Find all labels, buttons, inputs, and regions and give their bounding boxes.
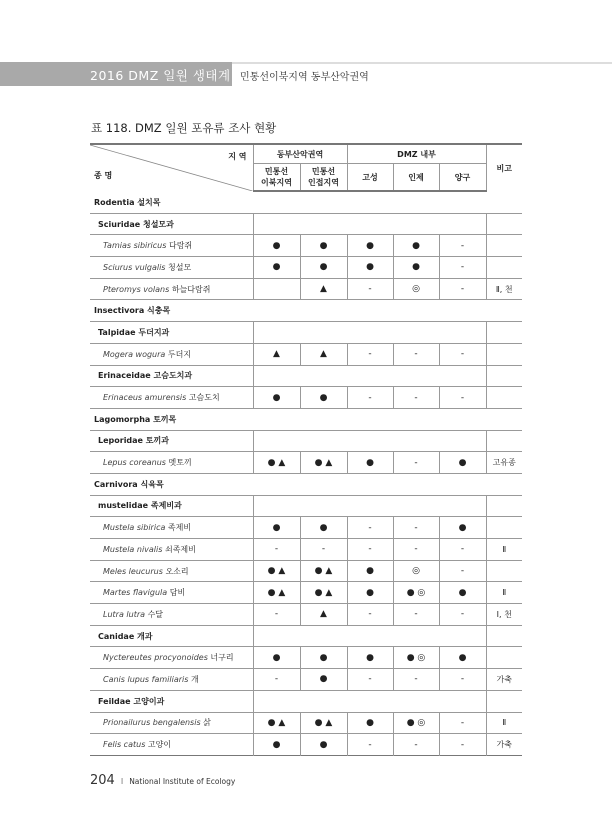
species-name (90, 647, 253, 669)
occurrence-cell: - (393, 734, 439, 756)
species-name (90, 669, 253, 691)
species-name (90, 734, 253, 756)
korean-name: 쇠족제비 (164, 544, 196, 554)
occurrence-cell: - (347, 517, 393, 539)
occurrence-cell: - (393, 669, 439, 691)
occurrence-cell: - (253, 604, 300, 626)
occurrence-cell: ● (393, 257, 439, 279)
species-row (90, 647, 522, 669)
species-row (90, 343, 522, 365)
group-header-dmz-inner: DMZ 내부 (347, 144, 486, 164)
occurrence-cell: ▲ (253, 343, 300, 365)
occurrence-cell: - (439, 604, 486, 626)
occurrence-cell: ● (253, 517, 300, 539)
scientific-name: Prionailurus bengalensis (103, 718, 201, 728)
occurrence-cell: ● (439, 452, 486, 474)
species-row (90, 604, 522, 626)
species-name (90, 582, 253, 604)
scientific-name: Mogera wogura (103, 349, 166, 359)
species-row (90, 278, 522, 300)
occurrence-cell: ● (253, 387, 300, 409)
note-cell (486, 343, 522, 365)
order-row (90, 300, 522, 322)
occurrence-cell: ▲ (300, 278, 347, 300)
empty-cell (486, 430, 522, 452)
report-title: 2016 DMZ 일원 생태계 조사 (90, 68, 261, 83)
page-number: 204 (90, 773, 115, 788)
occurrence-cell: ● ▲ (253, 712, 300, 734)
occurrence-cell: - (393, 387, 439, 409)
species-name (90, 539, 253, 561)
occurrence-cell: - (347, 669, 393, 691)
order-name: Lagomorpha 토끼목 (94, 414, 177, 424)
species-row (90, 235, 522, 257)
scientific-name: Felis catus (103, 740, 146, 750)
occurrence-cell: - (300, 539, 347, 561)
scientific-name: Lutra lutra (103, 609, 146, 619)
occurrence-cell: ● (393, 235, 439, 257)
order-row (90, 473, 522, 495)
occurrence-cell: ● ▲ (300, 712, 347, 734)
occurrence-cell: ◎ (393, 278, 439, 300)
occurrence-cell: ● (300, 235, 347, 257)
scientific-name: Tamias sibiricus (103, 241, 167, 251)
note-cell (486, 560, 522, 582)
occurrence-cell: - (439, 712, 486, 734)
occurrence-cell: ● ▲ (253, 452, 300, 474)
korean-name: 고양이 (147, 740, 172, 750)
occurrence-cell: - (439, 669, 486, 691)
species-name (90, 517, 253, 539)
occurrence-cell: - (393, 539, 439, 561)
note-cell: Ⅰ, 천 (486, 604, 522, 626)
column-header: 양구 (439, 164, 486, 192)
column-header: 민통선 이북지역 (253, 164, 300, 192)
section-title: 민통선이북지역 동부산악권역 (240, 72, 369, 83)
occurrence-cell: - (439, 734, 486, 756)
occurrence-cell: - (393, 452, 439, 474)
page-footer (90, 773, 235, 788)
korean-name: 너구리 (210, 653, 234, 663)
species-name (90, 712, 253, 734)
occurrence-cell (253, 278, 300, 300)
occurrence-cell: ● (300, 734, 347, 756)
species-row (90, 387, 522, 409)
empty-cell (486, 322, 522, 344)
occurrence-cell: ● (439, 582, 486, 604)
species-name (90, 452, 253, 474)
species-label: 종 명 (94, 171, 113, 180)
occurrence-cell: ● ▲ (300, 452, 347, 474)
occurrence-cell: ● (300, 647, 347, 669)
footer-separator: I (120, 777, 124, 786)
occurrence-cell: - (439, 235, 486, 257)
occurrence-cell: - (347, 387, 393, 409)
note-cell: 가축 (486, 669, 522, 691)
scientific-name: Erinaceus amurensis (103, 393, 187, 403)
column-header: 고성 (347, 164, 393, 192)
korean-name: 두더지 (167, 349, 192, 359)
note-cell: Ⅱ (486, 539, 522, 561)
occurrence-cell: - (347, 604, 393, 626)
occurrence-cell: ● (300, 669, 347, 691)
occurrence-cell: ● (347, 647, 393, 669)
species-row (90, 582, 522, 604)
occurrence-cell: - (393, 604, 439, 626)
occurrence-cell: ● (347, 452, 393, 474)
region-label: 지 역 (228, 152, 247, 161)
header-rule (232, 62, 612, 64)
occurrence-cell: - (393, 517, 439, 539)
korean-name: 멧토끼 (168, 458, 192, 468)
family-row (90, 322, 522, 344)
occurrence-cell: - (439, 343, 486, 365)
note-cell (486, 517, 522, 539)
occurrence-cell: ● ▲ (253, 582, 300, 604)
empty-cell (253, 213, 486, 235)
occurrence-cell: - (393, 343, 439, 365)
species-name (90, 343, 253, 365)
order-name: Carnivora 식육목 (94, 479, 164, 489)
note-cell (486, 235, 522, 257)
note-cell: Ⅱ (486, 582, 522, 604)
scientific-name: Sciurus vulgalis (103, 262, 166, 272)
korean-name: 삵 (203, 718, 211, 728)
occurrence-cell: ● (347, 712, 393, 734)
note-cell (486, 647, 522, 669)
occurrence-cell: ● (347, 235, 393, 257)
family-row (90, 365, 522, 387)
institute-name: National Institute of Ecology (129, 777, 236, 786)
occurrence-cell: ● (253, 647, 300, 669)
note-cell (486, 387, 522, 409)
species-name (90, 257, 253, 279)
empty-cell (486, 690, 522, 712)
occurrence-cell: ▲ (300, 343, 347, 365)
species-name (90, 387, 253, 409)
mammal-survey-table (90, 143, 522, 756)
order-row (90, 191, 522, 213)
occurrence-cell: - (439, 387, 486, 409)
korean-name: 오소리 (165, 566, 189, 576)
korean-name: 다람쥐 (168, 241, 193, 251)
korean-name: 수달 (147, 609, 164, 619)
family-name: Canidae 개과 (98, 631, 153, 641)
occurrence-cell: ● (347, 582, 393, 604)
korean-name: 청설모 (168, 262, 192, 272)
species-row (90, 669, 522, 691)
occurrence-cell: - (347, 278, 393, 300)
occurrence-cell: ● (439, 517, 486, 539)
species-row (90, 539, 522, 561)
family-name: Sciuridae 청설모과 (98, 219, 174, 229)
scientific-name: Canis lupus familiaris (103, 674, 189, 684)
occurrence-cell: - (253, 669, 300, 691)
korean-name: 족제비 (167, 523, 192, 533)
occurrence-cell: ◎ (393, 560, 439, 582)
occurrence-cell: ● ▲ (300, 582, 347, 604)
occurrence-cell: ● (253, 734, 300, 756)
korean-name: 하늘다람쥐 (171, 284, 211, 294)
family-row (90, 430, 522, 452)
empty-cell (486, 495, 522, 517)
empty-cell (253, 495, 486, 517)
table-caption: 표 118. DMZ 일원 포유류 조사 현황 (91, 121, 277, 135)
note-cell: 고유종 (486, 452, 522, 474)
note-cell (486, 257, 522, 279)
occurrence-cell: ● ▲ (253, 560, 300, 582)
empty-cell (253, 690, 486, 712)
occurrence-cell: ▲ (300, 604, 347, 626)
occurrence-cell: ● (347, 560, 393, 582)
occurrence-cell: ● ◎ (393, 647, 439, 669)
empty-cell (486, 213, 522, 235)
corner-header (90, 144, 253, 191)
occurrence-cell: - (439, 257, 486, 279)
scientific-name: Nyctereutes procyonoides (103, 653, 208, 663)
occurrence-cell: ● ◎ (393, 582, 439, 604)
column-header: 인제 (393, 164, 439, 192)
note-cell: 가축 (486, 734, 522, 756)
family-row (90, 495, 522, 517)
occurrence-cell: - (347, 343, 393, 365)
family-row (90, 213, 522, 235)
occurrence-cell: ● (300, 387, 347, 409)
empty-cell (253, 625, 486, 647)
family-name: Leporidae 토끼과 (98, 436, 169, 446)
species-row (90, 712, 522, 734)
species-row (90, 560, 522, 582)
empty-cell (253, 365, 486, 387)
korean-name: 고슴도치 (188, 393, 220, 403)
occurrence-cell: ● (439, 647, 486, 669)
note-header: 비고 (486, 144, 522, 191)
occurrence-cell: ● ▲ (300, 560, 347, 582)
korean-name: 담비 (169, 588, 186, 598)
family-name: Talpidae 두더지과 (98, 327, 170, 337)
family-name: mustelidae 족제비과 (98, 501, 182, 511)
species-name (90, 560, 253, 582)
column-header: 민통선 인접지역 (300, 164, 347, 192)
note-cell: Ⅱ, 천 (486, 278, 522, 300)
occurrence-cell: ● (347, 257, 393, 279)
scientific-name: Meles leucurus (103, 566, 163, 576)
empty-cell (486, 365, 522, 387)
occurrence-cell: ● ◎ (393, 712, 439, 734)
scientific-name: Mustela sibirica (103, 523, 166, 533)
species-name (90, 278, 253, 300)
occurrence-cell: ● (253, 257, 300, 279)
note-cell: Ⅱ (486, 712, 522, 734)
scientific-name: Martes flavigula (103, 588, 168, 598)
occurrence-cell: - (347, 539, 393, 561)
occurrence-cell: - (439, 560, 486, 582)
species-row (90, 734, 522, 756)
family-row (90, 690, 522, 712)
species-row (90, 452, 522, 474)
species-name (90, 604, 253, 626)
order-row (90, 408, 522, 430)
korean-name: 개 (190, 674, 199, 684)
species-name (90, 235, 253, 257)
occurrence-cell: ● (300, 257, 347, 279)
family-row (90, 625, 522, 647)
occurrence-cell: ● (253, 235, 300, 257)
empty-cell (486, 625, 522, 647)
scientific-name: Pteromys volans (103, 284, 170, 294)
order-name: Insectivora 식충목 (94, 306, 171, 316)
scientific-name: Mustela nivalis (103, 544, 163, 554)
group-header-east-mountain: 동부산악권역 (253, 144, 347, 164)
order-name: Rodentia 설치목 (94, 197, 161, 207)
occurrence-cell: - (347, 734, 393, 756)
occurrence-cell: - (439, 539, 486, 561)
empty-cell (253, 430, 486, 452)
occurrence-cell: ● (300, 517, 347, 539)
occurrence-cell: - (439, 278, 486, 300)
empty-cell (253, 322, 486, 344)
scientific-name: Lepus coreanus (103, 458, 166, 468)
species-row (90, 517, 522, 539)
occurrence-cell: - (253, 539, 300, 561)
family-name: Feildae 고양이과 (98, 696, 165, 706)
species-row (90, 257, 522, 279)
family-name: Erinaceidae 고슴도치과 (98, 371, 193, 381)
